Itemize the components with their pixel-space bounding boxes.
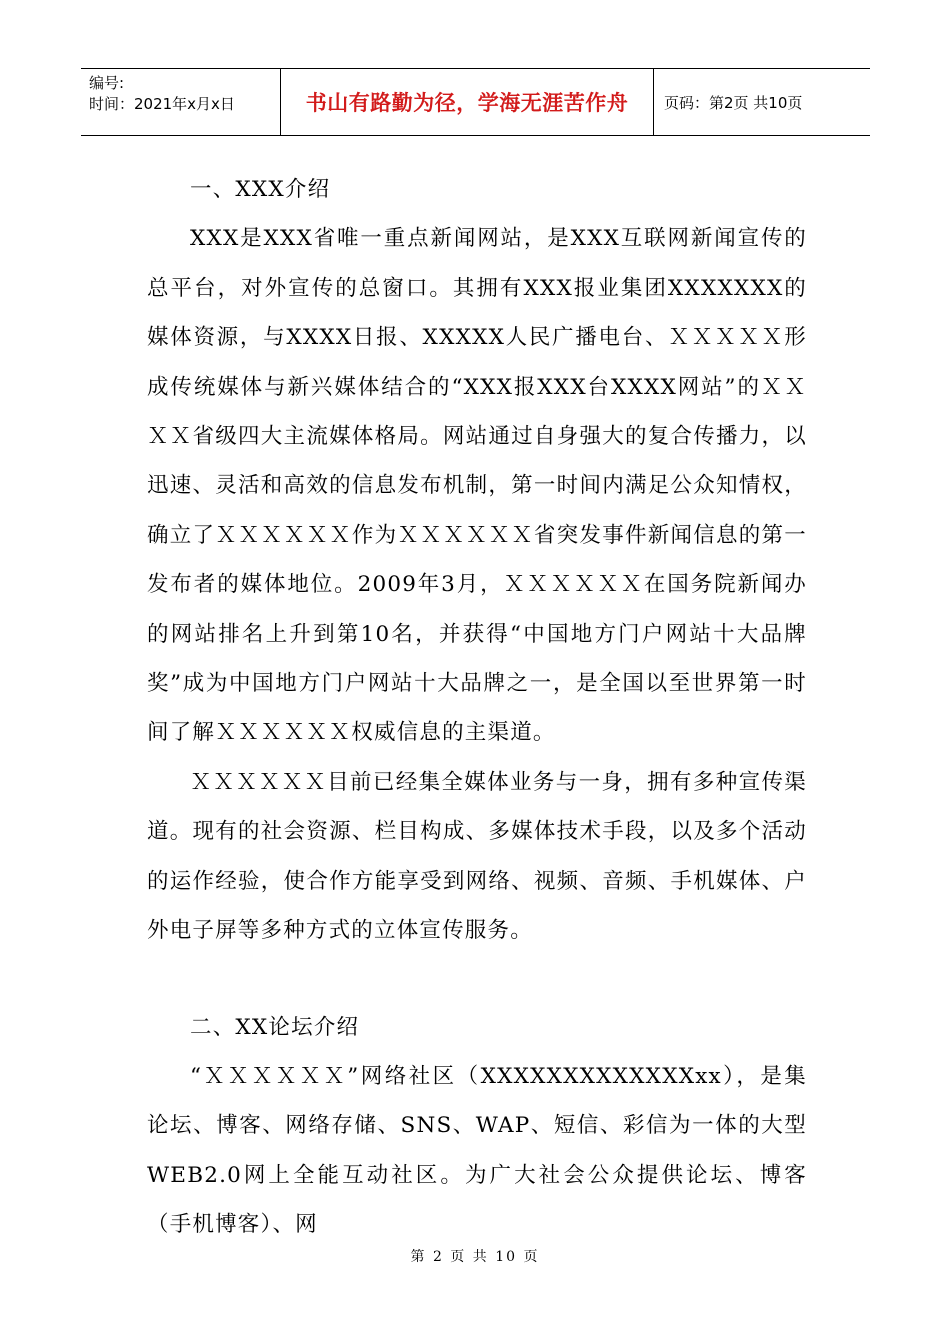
section-1-paragraph-1: XXX是XXX省唯一重点新闻网站，是XXX互联网新闻宣传的总平台，对外宣传的总窗口。其拥有XXX报业集团XXXXXXX的媒体资源，与XXXX日报、XXXXX人民广播电台、ＸＸＸＸＸ形成传统媒体与新兴媒体结合的“XXX报XXX台XXXX网站”的ＸＸＸＸ省级四大主流媒体格局。网站通过自身强大的复合传播力，以迅速、灵活和高效的信息发布机制，第一时间内满足公众知情权，确立了ＸＸＸＸＸＸ作为ＸＸＸＸＸＸ省突发事件新闻信息的第一发布者的媒体地位。2009年3月，ＸＸＸＸＸＸ在国务院新闻办的网站排名上升到第10名，并获得“中国地方门户网站十大品牌奖”成为中国地方门户网站十大品牌之一，是全国以至世界第一时间了解ＸＸＸＸＸＸ权威信息的主渠道。 [147, 226, 807, 746]
document-body [147, 165, 807, 1250]
page-header [81, 68, 870, 136]
page-footer: 第 2 页 共 10 页 [410, 1249, 540, 1265]
header-page-info: 页码：第2页 共10页 [664, 93, 803, 112]
section-2-paragraph-1: “ＸＸＸＸＸＸ”网络社区（XXXXXXXXXXXXXxx），是集论坛、博客、网络存储、SNS、WAP、短信、彩信为一体的大型WEB2.0网上全能互动社区。为广大社会公众提供论坛、博客（手机博客）、网 [147, 1063, 807, 1238]
header-motto: 书山有路勤为径，学海无涯苦作舟 [281, 69, 654, 135]
section-spacer [147, 956, 807, 1003]
section-heading-xxx-intro: 一、XXX介绍 [190, 177, 331, 202]
document-number-label: 编号: [89, 74, 125, 92]
section-1-paragraph-2: ＸＸＸＸＸＸ目前已经集全媒体业务与一身，拥有多种宣传渠道。现有的社会资源、栏目构成、多媒体技术手段，以及多个活动的运作经验，使合作方能享受到网络、视频、音频、手机媒体、户外电子屏等多种方式的立体宣传服务。 [147, 769, 807, 944]
header-meta [81, 69, 281, 135]
section-heading-forum-intro: 二、XX论坛介绍 [190, 1014, 360, 1040]
document-date: 时间：2021年x月x日 [89, 95, 235, 113]
